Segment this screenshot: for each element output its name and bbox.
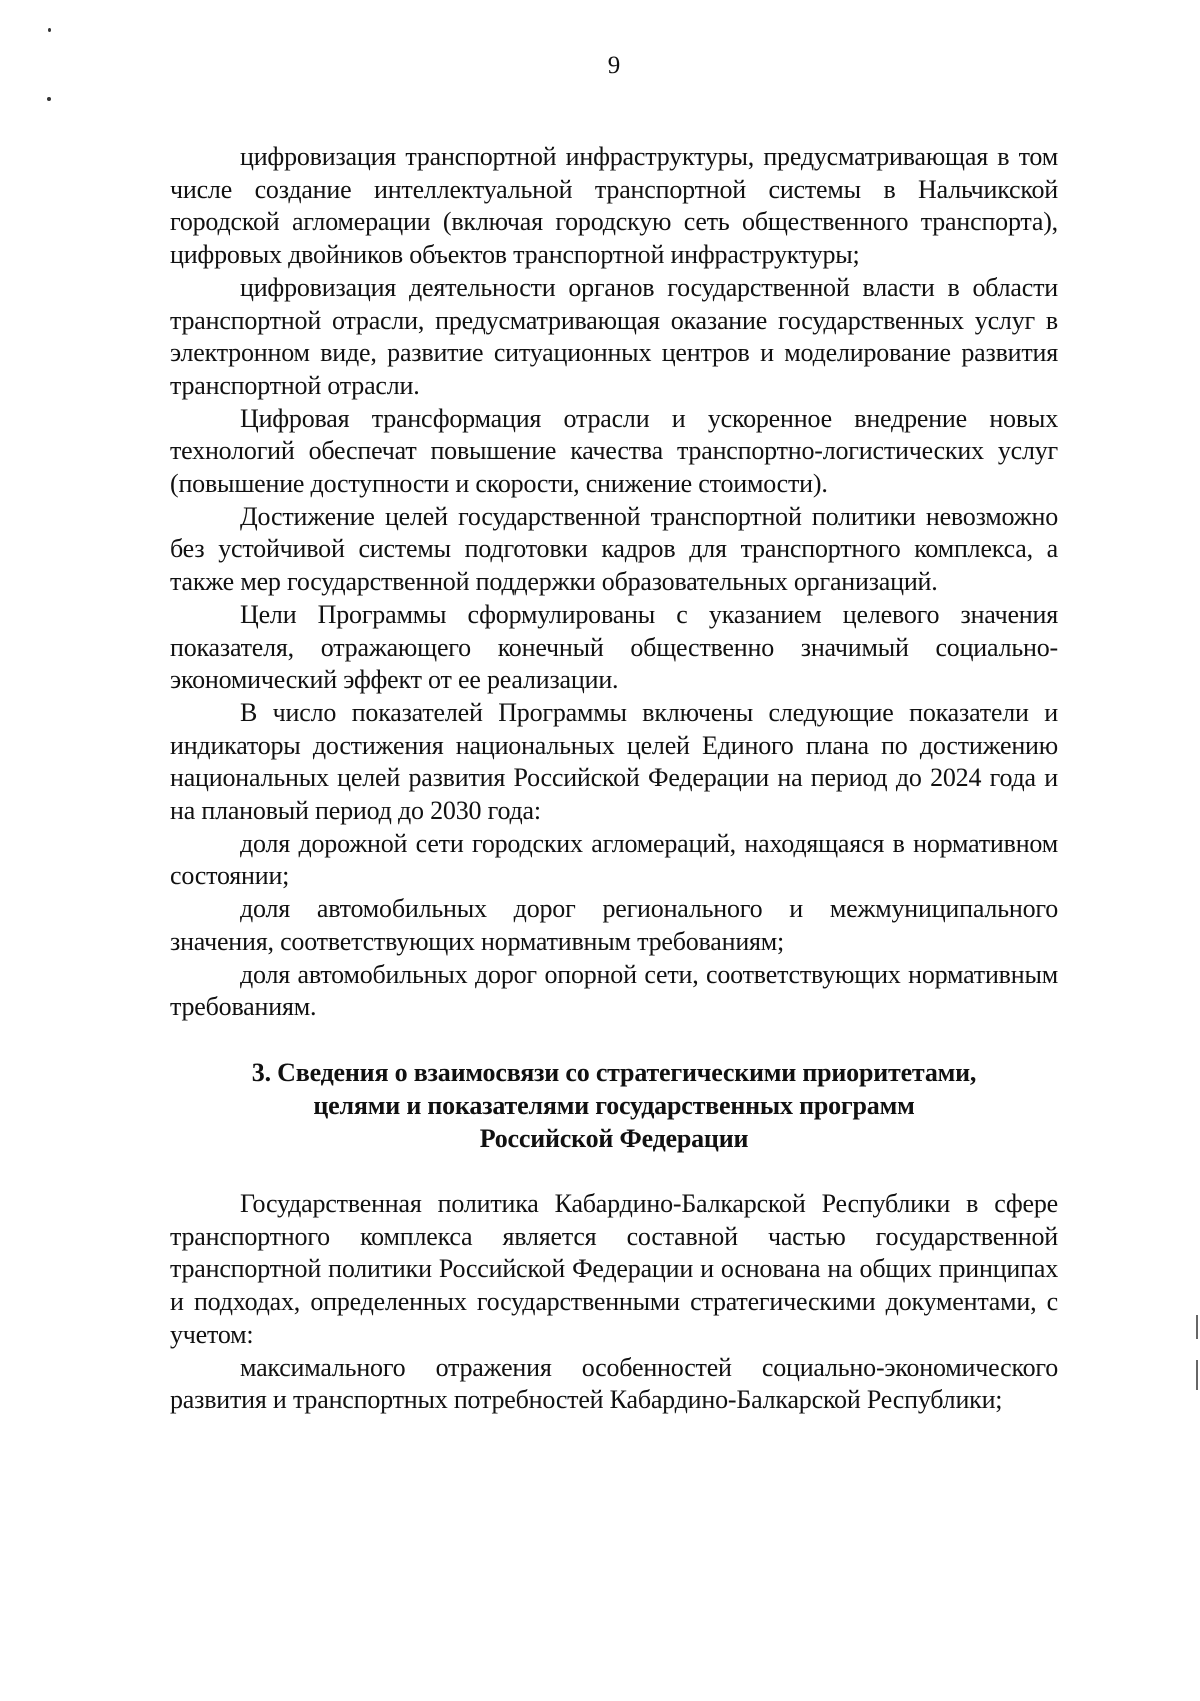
paragraph-digital-infrastructure: цифровизация транспортной инфраструктуры, предусматривающая в том числе создание интеллектуальной транспортной системы в Нальчикской городской агломерации (включая городскую сеть общественного транспорта), цифровых двойников объектов транспортной инфраструктуры; xyxy=(170,142,1058,270)
paragraph-digital-transformation: Цифровая трансформация отрасли и ускоренное внедрение новых технологий обеспечат повышение качества транспортно-логистических услуг (повышение доступности и скорости, снижение стоимости). xyxy=(170,403,1058,499)
list-item-core-network-share: доля автомобильных дорог опорной сети, соответствующих нормативным требованиям. xyxy=(170,959,1058,1022)
section-heading-line: целями и показателями государственных программ xyxy=(313,1090,915,1120)
list-item-regional-road-share: доля автомобильных дорог регионального и межмуниципального значения, соответствующих нормативным требованиям; xyxy=(170,894,1058,956)
list-item-urban-road-share: доля дорожной сети городских агломераций, находящаяся в нормативном состоянии; xyxy=(170,828,1058,891)
scan-edge-line xyxy=(1196,1360,1198,1390)
paragraph-personnel-training: Достижение целей государственной транспортной политики невозможно без устойчивой системы подготовки кадров для транспортного комплекса, а также мер государственной поддержки образовательных организаций. xyxy=(170,501,1058,597)
document-body xyxy=(170,141,1058,1417)
section-heading-line: 3. Сведения о взаимосвязи со стратегическими приоритетами, xyxy=(251,1057,977,1087)
page-number: 9 xyxy=(607,52,621,79)
section-heading-line: Российской Федерации xyxy=(479,1123,749,1153)
paragraph-digital-government: цифровизация деятельности органов государственной власти в области транспортной отрасли, предусматривающая оказание государственных услуг в электронном виде, развитие ситуационных центров и моделирование развития транспортной отрасли. xyxy=(170,272,1058,400)
scan-edge-line xyxy=(1196,1315,1198,1339)
paragraph-program-goals: Цели Программы сформулированы с указанием целевого значения показателя, отражающего конечный общественно значимый социально-экономический эффект от ее реализации. xyxy=(170,599,1058,695)
paragraph-state-policy: Государственная политика Кабардино-Балкарской Республики в сфере транспортного комплекса является составной частью государственной транспортной политики Российской Федерации и основана на общих принципах и подходах, определенных государственными стратегическими документами, с учетом: xyxy=(170,1188,1058,1349)
scan-speck xyxy=(48,28,51,32)
list-item-regional-specifics: максимального отражения особенностей социально-экономического развития и транспортных потребностей Кабардино-Балкарской Республики; xyxy=(170,1352,1058,1415)
scan-speck xyxy=(47,97,51,101)
paragraph-program-indicators: В число показателей Программы включены следующие показатели и индикаторы достижения национальных целей Единого плана по достижению национальных целей развития Российской Федерации на период до 2024 года и на плановый период до 2030 года: xyxy=(170,697,1058,826)
section-3-heading xyxy=(170,1056,1058,1155)
